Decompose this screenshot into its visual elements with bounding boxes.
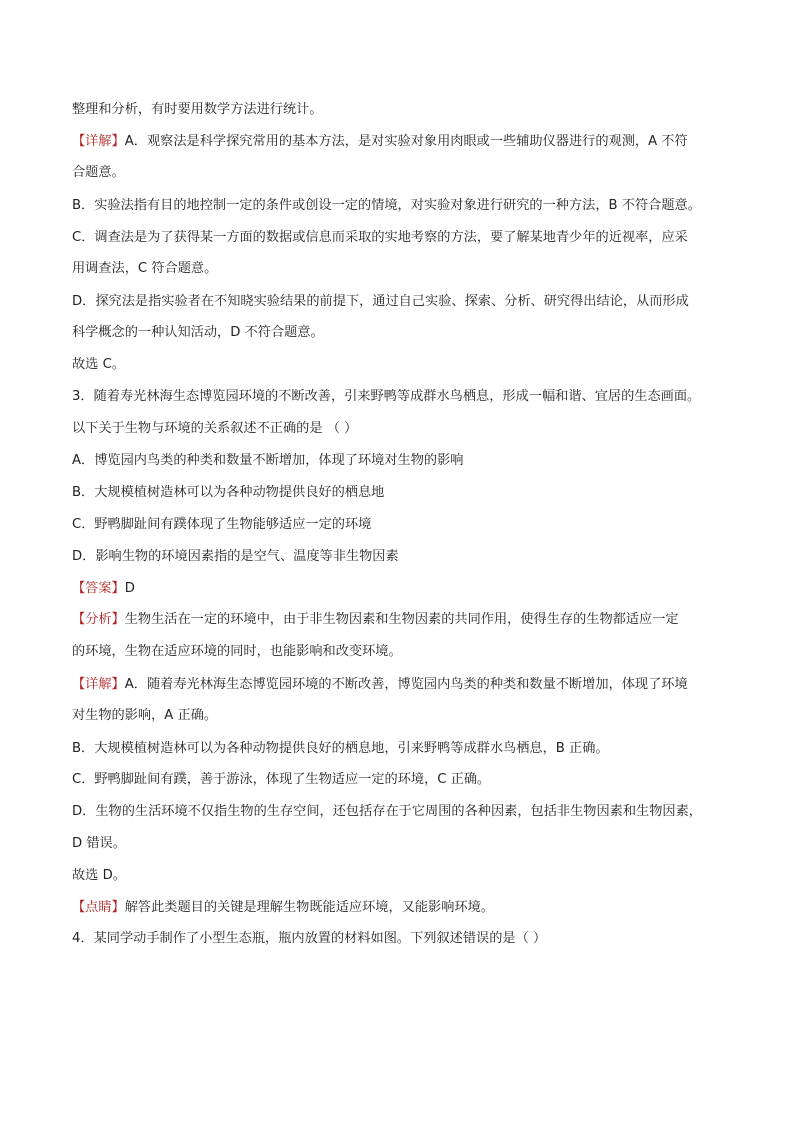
text-line bbox=[72, 834, 732, 854]
line-text: D bbox=[124, 581, 135, 596]
text-line bbox=[72, 802, 732, 822]
line-tag: 【详解】 bbox=[72, 134, 125, 149]
line-text: 故选 D。 bbox=[72, 868, 126, 883]
text-line bbox=[72, 323, 732, 343]
text-line bbox=[72, 770, 732, 790]
text-line bbox=[72, 642, 732, 662]
line-text: 整理和分析，有时要用数学方法进行统计。 bbox=[72, 102, 323, 117]
line-text: D．影响生物的环境因素指的是空气、温度等非生物因素 bbox=[72, 549, 399, 564]
text-line bbox=[72, 483, 732, 503]
text-line bbox=[72, 515, 732, 535]
line-text: 用调查法，C 符合题意。 bbox=[72, 261, 218, 276]
text-line bbox=[72, 610, 732, 630]
line-text: 合题意。 bbox=[72, 165, 125, 180]
line-text: 解答此类题目的关键是理解生物既能适应环境，又能影响环境。 bbox=[124, 900, 494, 915]
line-text: D．探究法是指实验者在不知晓实验结果的前提下，通过自己实验、探索、分析、研究得出结论，从而形成 bbox=[72, 294, 689, 309]
text-line bbox=[72, 387, 732, 407]
line-text: 3．随着寿光林海生态博览园环境的不断改善，引来野鸭等成群水鸟栖息，形成一幅和谐、宜居的生态画面。 bbox=[72, 389, 701, 404]
text-line bbox=[72, 929, 732, 949]
line-tag: 【答案】 bbox=[72, 581, 125, 596]
line-text: A．观察法是科学探究常用的基本方法，是对实验对象用肉眼或一些辅助仪器进行的观测，A 不符 bbox=[124, 134, 688, 149]
line-tag: 【分析】 bbox=[72, 612, 125, 627]
text-line bbox=[72, 706, 732, 726]
line-text: C．野鸭脚趾间有蹼体现了生物能够适应一定的环境 bbox=[72, 517, 372, 532]
line-text: B．实验法指有目的地控制一定的条件或创设一定的情境，对实验对象进行研究的一种方法，B 不符合题意。 bbox=[72, 198, 701, 213]
text-line bbox=[72, 259, 732, 279]
line-text: 以下关于生物与环境的关系叙述不正确的是 （ ） bbox=[72, 421, 358, 436]
line-text: B．大规模植树造林可以为各种动物提供良好的栖息地，引来野鸭等成群水鸟栖息，B 正确。 bbox=[72, 741, 609, 756]
text-line bbox=[72, 100, 732, 120]
line-text: 故选 C。 bbox=[72, 357, 125, 372]
line-text: 4．某同学动手制作了小型生态瓶，瓶内放置的材料如图。下列叙述错误的是（ ） bbox=[72, 931, 547, 946]
text-line bbox=[72, 132, 732, 152]
line-text: D 错误。 bbox=[72, 836, 126, 851]
line-text: B．大规模植树造林可以为各种动物提供良好的栖息地 bbox=[72, 485, 385, 500]
line-text: D．生物的生活环境不仅指生物的生存空间，还包括存在于它周围的各种因素，包括非生物因素和生物因素， bbox=[72, 804, 702, 819]
text-line bbox=[72, 163, 732, 183]
line-text: C．调查法是为了获得某一方面的数据或信息而采取的实地考察的方法，要了解某地青少年的近视率，应采 bbox=[72, 230, 688, 245]
text-line bbox=[72, 547, 732, 567]
line-text: A．博览园内鸟类的种类和数量不断增加，体现了环境对生物的影响 bbox=[72, 453, 464, 468]
text-line bbox=[72, 675, 732, 695]
line-tag: 【点睛】 bbox=[72, 900, 125, 915]
text-line bbox=[72, 898, 732, 918]
text-line bbox=[72, 196, 732, 216]
text-line bbox=[72, 355, 732, 375]
text-line bbox=[72, 579, 732, 599]
line-text: 的环境，生物在适应环境的同时，也能影响和改变环境。 bbox=[72, 644, 402, 659]
text-line bbox=[72, 228, 732, 248]
text-line bbox=[72, 292, 732, 312]
line-text: 科学概念的一种认知活动，D 不符合题意。 bbox=[72, 325, 324, 340]
text-line bbox=[72, 451, 732, 471]
text-line bbox=[72, 739, 732, 759]
line-tag: 【详解】 bbox=[72, 677, 125, 692]
text-line bbox=[72, 419, 732, 439]
line-text: C．野鸭脚趾间有蹼，善于游泳，体现了生物适应一定的环境，C 正确。 bbox=[72, 772, 491, 787]
text-line bbox=[72, 866, 732, 886]
line-text: A．随着寿光林海生态博览园环境的不断改善，博览园内鸟类的种类和数量不断增加，体现了环境 bbox=[124, 677, 688, 692]
line-text: 对生物的影响，A 正确。 bbox=[72, 708, 218, 723]
line-text: 生物生活在一定的环境中，由于非生物因素和生物因素的共同作用，使得生存的生物都适应一定 bbox=[124, 612, 679, 627]
